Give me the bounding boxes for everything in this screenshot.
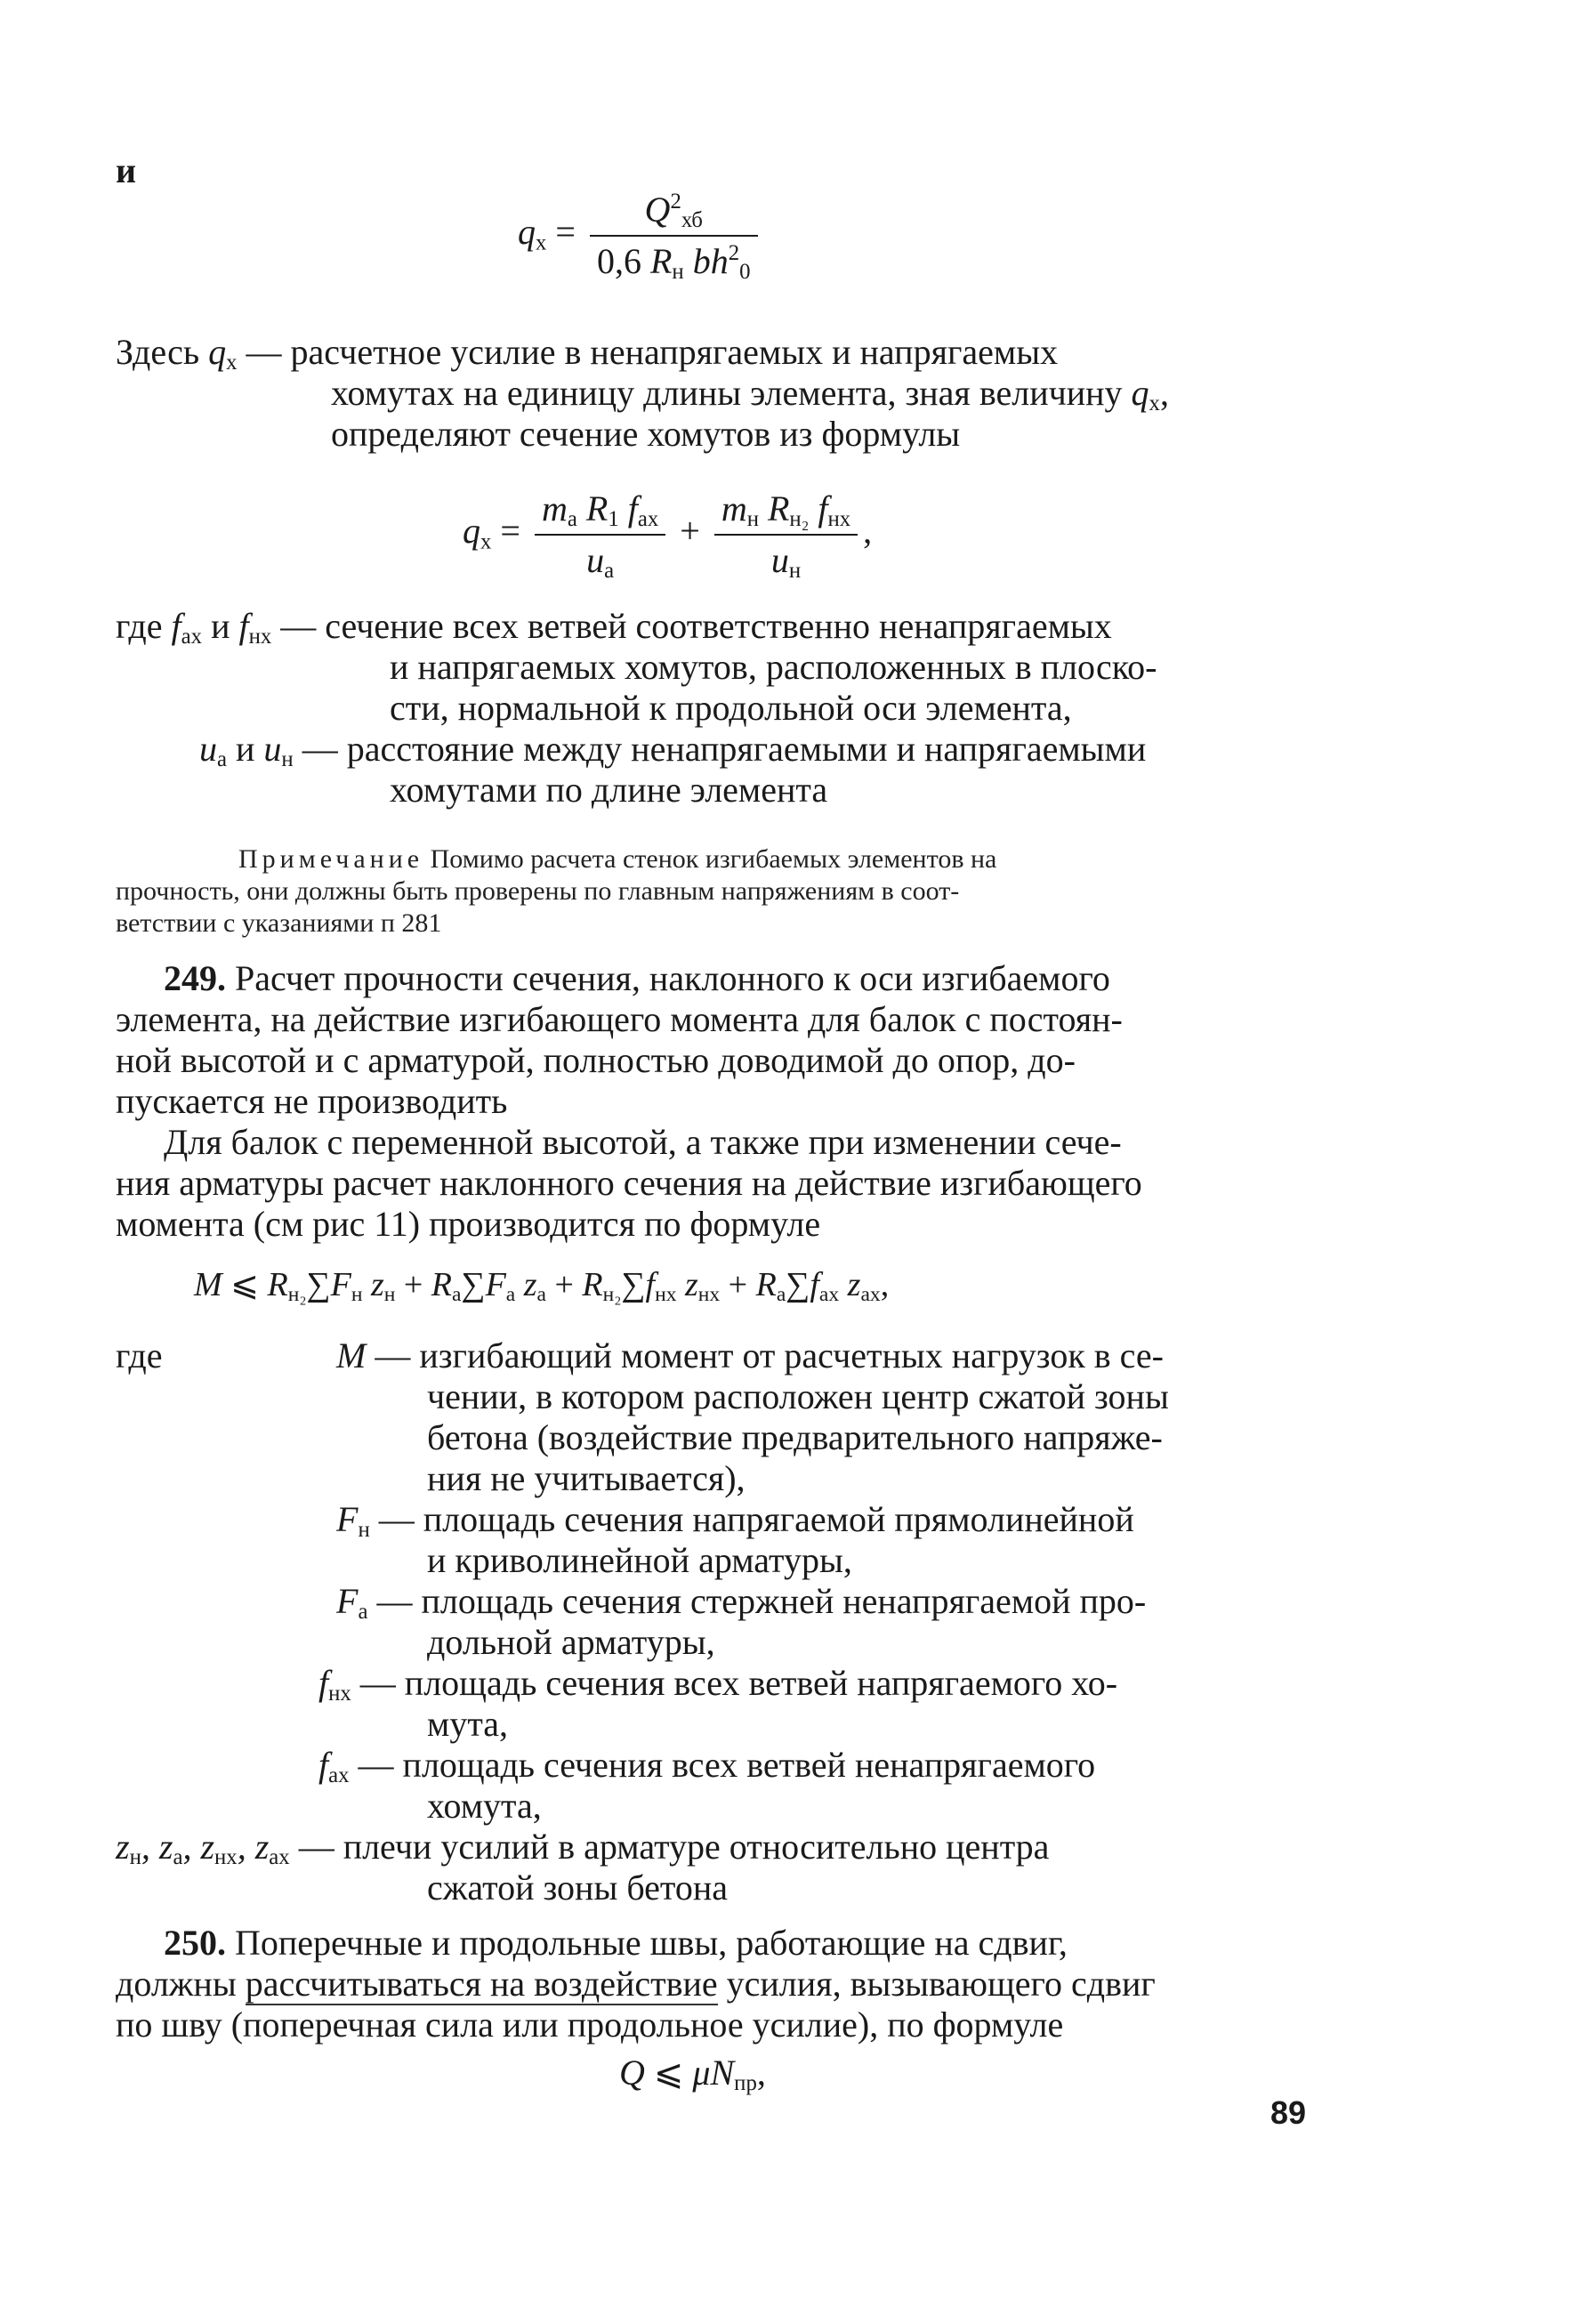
- formula-qx-stirrups: $q_х$ = $\frac{m_а R_1 f_{ах}}{u_а}$ + $\frac{m_н R_{н_2} f_{нх}}{u_н}$ ,: [463, 488, 873, 584]
- where1-line-5: хомутами по длине элемента: [390, 770, 828, 810]
- where2-Fa-line-2: дольной арматуры,: [427, 1622, 715, 1662]
- p250-line-1: 250. Поперечные и продольные швы, работающие на сдвиг,: [164, 1923, 1068, 1963]
- where1-line-2: и напрягаемых хомутов, расположенных в плоско-: [390, 647, 1157, 687]
- where2-M-line-2: чении, в котором расположен центр сжатой зоны: [427, 1376, 1169, 1416]
- where2-fnx-line-1: $f_{нх}$ — площадь сечения всех ветвей напрягаемого хо-: [318, 1663, 1118, 1706]
- page-number: 89: [1270, 2094, 1307, 2131]
- p249-line-5: Для балок с переменной высотой, а также при изменении сече-: [164, 1122, 1122, 1162]
- p249-line-7: момента (см рис 11) производится по формуле: [116, 1204, 821, 1244]
- where1-line-3: сти, нормальной к продольной оси элемента,: [390, 688, 1072, 728]
- where1-line-4: $u_а$ и $u_н$ — расстояние между ненапрягаемыми и напрягаемыми: [199, 729, 1147, 772]
- conjunction-and: и: [116, 150, 137, 190]
- where2-lead: где: [116, 1335, 163, 1375]
- formula-shear-check: Q ⩽ $\mu N_{пр}$,: [619, 2053, 766, 2096]
- where2-M-line-3: бетона (воздействие предварительного напряже-: [427, 1417, 1163, 1457]
- where2-Fn-line-2: и криволинейной арматуры,: [427, 1540, 852, 1580]
- p249-line-4: пускается не производить: [116, 1081, 508, 1121]
- p249-line-3: ной высотой и с арматурой, полностью доводимой до опор, до-: [116, 1040, 1076, 1080]
- where2-fnx-line-2: мута,: [427, 1704, 509, 1744]
- p249-line-2: элемента, на действие изгибающего момента для балок с постоян-: [116, 999, 1123, 1039]
- here-line-2: хомутах на единицу длины элемента, зная величину $q_х$,: [331, 373, 1169, 416]
- p249-line-1: 249. Расчет прочности сечения, наклонного к оси изгибаемого: [164, 958, 1110, 998]
- note-line-2: прочность, они должны быть проверены по главным напряжениям в соот-: [116, 876, 960, 906]
- where2-M-line-1: M — изгибающий момент от расчетных нагрузок в се-: [336, 1335, 1164, 1375]
- where2-M-line-4: ния не учитывается),: [427, 1458, 746, 1498]
- p249-line-6: ния арматуры расчет наклонного сечения на действие изгибающего: [116, 1163, 1142, 1203]
- where2-fax-line-2: хомута,: [427, 1786, 542, 1826]
- p250-line-3: по шву (поперечная сила или продольное усилие), по формуле: [116, 2005, 1064, 2045]
- note-line-3: ветствии с указаниями п 281: [116, 908, 442, 938]
- where2-Fa-line-1: $F_а$ — площадь сечения стержней ненапрягаемой про-: [336, 1581, 1147, 1625]
- formula-moment-check: M ⩽ $R_{н_2}\sum F_н$ $z_н + R_а\sum F_а$ $z_а + R_{н_2}\sum f_{нх}$ $z_{нх} + R_а\sum f_{ах}$ $z_{ах}$,: [194, 1266, 890, 1306]
- where2-Fn-line-1: $F_н$ — площадь сечения напрягаемой прямолинейной: [336, 1499, 1134, 1543]
- where2-z-line-2: сжатой зоны бетона: [427, 1867, 729, 1908]
- note-line-1: Примечание Помимо расчета стенок изгибаемых элементов на: [238, 844, 997, 874]
- where2-z-line-1: $z_н$, $z_а$, $z_{нх}$, $z_{ах}$ — плечи усилий в арматуре относительно центра: [116, 1827, 1050, 1870]
- here-line-3: определяют сечение хомутов из формулы: [331, 414, 961, 454]
- here-line-1: Здесь $q_х$ — расчетное усилие в ненапрягаемых и напрягаемых: [116, 332, 1059, 375]
- where1-line-1: где $f_{ах}$ и $f_{нх}$ — сечение всех ветвей соответственно ненапрягаемых: [116, 606, 1112, 649]
- formula-qx-definition: $q_х$ = $\frac{Q^2_{хб}}{0,6 R_н bh^2_0}$: [518, 189, 763, 283]
- where2-fax-line-1: $f_{ах}$ — площадь сечения всех ветвей ненапрягаемого: [318, 1745, 1096, 1788]
- p250-line-2: должны рассчитываться на воздействие усилия, вызывающего сдвиг: [116, 1964, 1156, 2004]
